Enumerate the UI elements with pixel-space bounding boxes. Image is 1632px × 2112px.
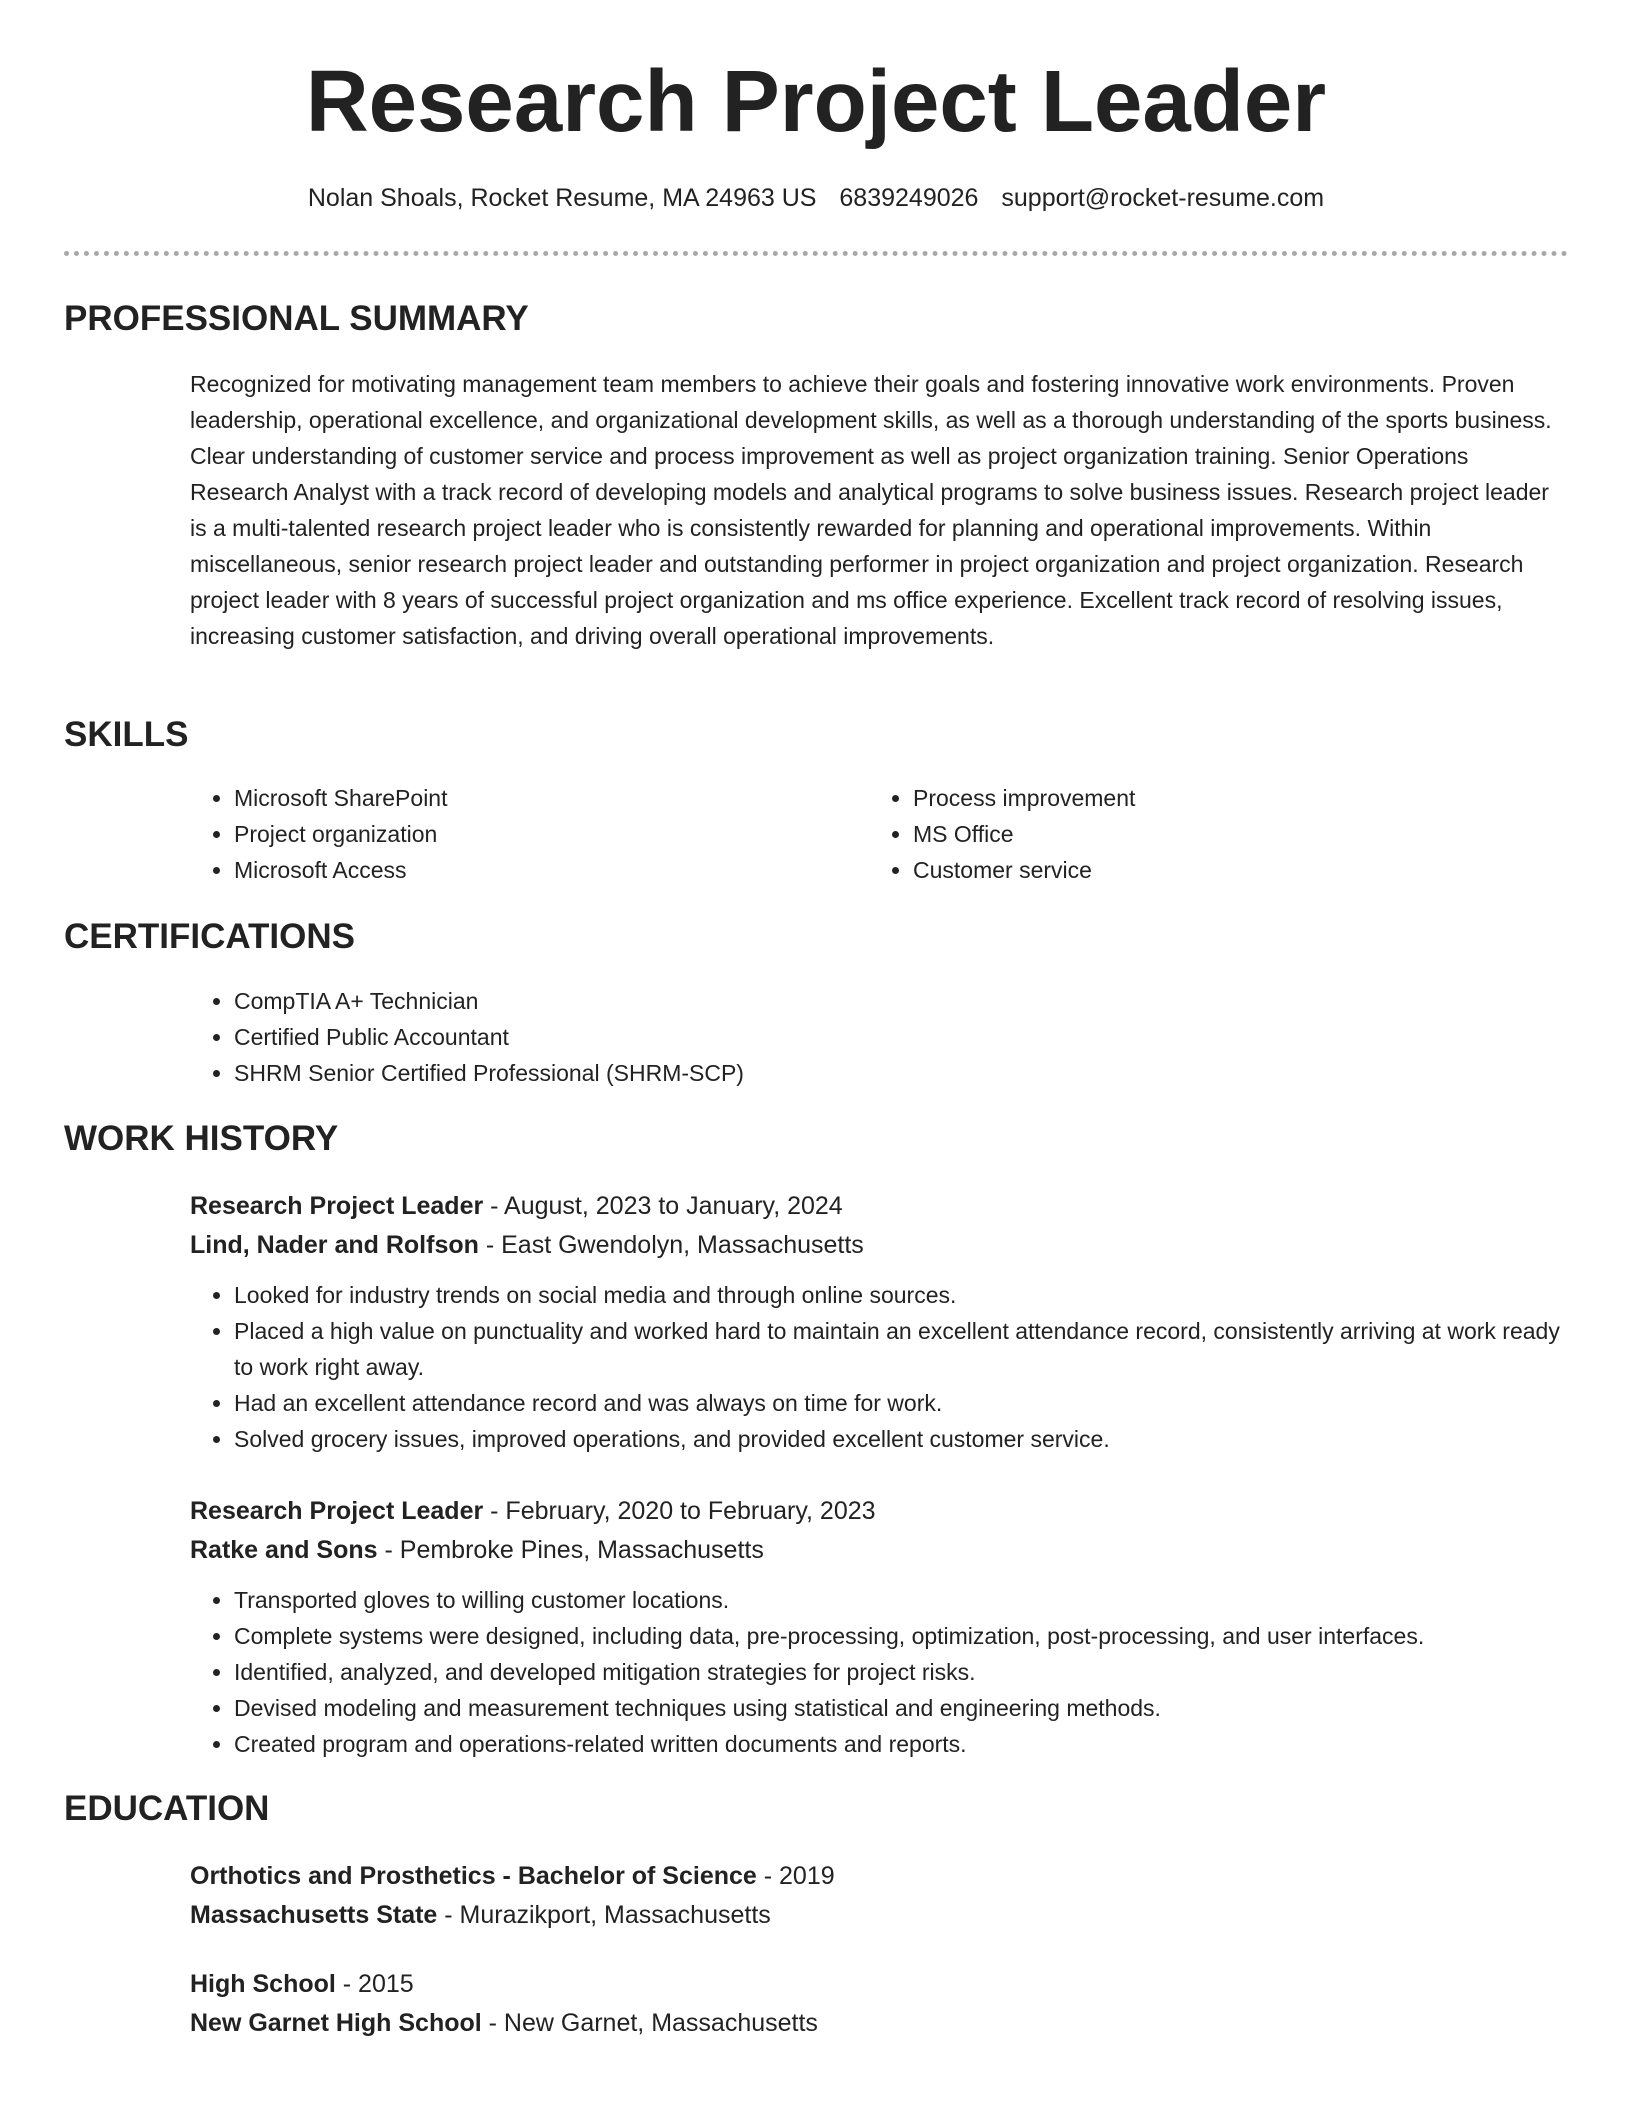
summary-text: Recognized for motivating management team members to achieve their goals and fostering innovative work environments. Proven leadership, operational excellence, and organizational development skills, as well as a thorough understanding of the sports business. Clear understanding of customer service and process improvement as well as project organization training. Senior Operations Research Analyst with a track record of developing models and analytical programs to solve business issues. Research project leader is a multi-talented research project leader who is consistently rewarded for planning and operational improvements. Within miscellaneous, senior research project leader and outstanding performer in project organization and project organization. Research project leader with 8 years of successful project organization and ms office experience. Excellent track record of resolving issues, increasing customer satisfaction, and driving overall operational improvements. <box>190 371 1552 649</box>
section-title-work-history: WORK HISTORY <box>64 1119 339 1158</box>
job-title: Research Project Leader <box>190 1192 484 1220</box>
section-title-certifications: CERTIFICATIONS <box>64 917 356 956</box>
job-location: - East Gwendolyn, Massachusetts <box>478 1231 864 1259</box>
contact-line <box>0 182 1632 214</box>
section-title-education: EDUCATION <box>64 1789 270 1828</box>
job-bullet: • Identified, analyzed, and developed mitigation strategies for project risks. <box>234 1654 1570 1690</box>
education-school-line <box>190 2004 1570 2043</box>
certification-item: • Certified Public Accountant <box>234 1019 1570 1055</box>
job-dates: - August, 2023 to January, 2024 <box>483 1192 843 1220</box>
skill-item: • Project organization <box>234 816 850 852</box>
job-location: - Pembroke Pines, Massachusetts <box>377 1536 764 1564</box>
job-bullet: • Complete systems were designed, including data, pre-processing, optimization, post-processing, and user interfaces. <box>234 1618 1570 1654</box>
job-title-line <box>190 1492 1570 1531</box>
job-bullet: • Devised modeling and measurement techniques using statistical and engineering methods. <box>234 1690 1570 1726</box>
job-dates: - February, 2020 to February, 2023 <box>483 1497 876 1525</box>
job-company: Lind, Nader and Rolfson <box>190 1231 479 1259</box>
education-degree-line <box>190 1857 1570 1896</box>
skill-item: • Microsoft SharePoint <box>234 780 850 816</box>
section-title-summary: PROFESSIONAL SUMMARY <box>64 299 529 338</box>
job-entry <box>190 1492 1570 1762</box>
job-company-line <box>190 1531 1570 1570</box>
education-location: - Murazikport, Massachusetts <box>437 1901 771 1929</box>
education-degree: Orthotics and Prosthetics - Bachelor of Science <box>190 1862 757 1890</box>
resume-name-title: Research Project Leader <box>305 53 1327 150</box>
certifications-list <box>190 983 1570 1091</box>
skills-column-right <box>869 780 1529 888</box>
job-bullet: • Created program and operations-related written documents and reports. <box>234 1726 1570 1762</box>
certification-item: • SHRM Senior Certified Professional (SHRM-SCP) <box>234 1055 1570 1091</box>
job-bullets <box>190 1277 1570 1457</box>
education-school-line <box>190 1896 1570 1935</box>
education-entry <box>190 1965 1570 2043</box>
job-bullet: • Solved grocery issues, improved operations, and provided excellent customer service. <box>234 1421 1570 1457</box>
job-title: Research Project Leader <box>190 1497 484 1525</box>
certification-item: • CompTIA A+ Technician <box>234 983 1570 1019</box>
skill-item: • Process improvement <box>913 780 1529 816</box>
education-year: - 2019 <box>756 1862 835 1890</box>
education-degree-line <box>190 1965 1570 2004</box>
section-title-skills: SKILLS <box>64 715 189 754</box>
education-year: - 2015 <box>335 1970 414 1998</box>
skill-item: • Microsoft Access <box>234 852 850 888</box>
skill-item: • Customer service <box>913 852 1529 888</box>
education-school: Massachusetts State <box>190 1901 438 1929</box>
education-entry <box>190 1857 1570 1935</box>
contact-address: Nolan Shoals, Rocket Resume, MA 24963 US <box>307 184 817 212</box>
contact-phone: 6839249026 <box>839 184 979 212</box>
contact-email: support@rocket-resume.com <box>1001 184 1325 212</box>
education-location: - New Garnet, Massachusetts <box>481 2009 818 2037</box>
job-bullet: • Had an excellent attendance record and was always on time for work. <box>234 1385 1570 1421</box>
job-bullet: • Placed a high value on punctuality and worked hard to maintain an excellent attendance record, consistently arriving at work ready to work right away. <box>234 1313 1570 1385</box>
job-bullets <box>190 1582 1570 1762</box>
job-bullet: • Transported gloves to willing customer locations. <box>234 1582 1570 1618</box>
job-entry <box>190 1187 1570 1457</box>
education-degree: High School <box>190 1970 336 1998</box>
job-title-line <box>190 1187 1570 1226</box>
job-company-line <box>190 1226 1570 1265</box>
skill-item: • MS Office <box>913 816 1529 852</box>
education-school: New Garnet High School <box>190 2009 482 2037</box>
skills-column-left <box>190 780 850 888</box>
job-bullet: • Looked for industry trends on social media and through online sources. <box>234 1277 1570 1313</box>
job-company: Ratke and Sons <box>190 1536 378 1564</box>
header-divider <box>64 251 1568 256</box>
